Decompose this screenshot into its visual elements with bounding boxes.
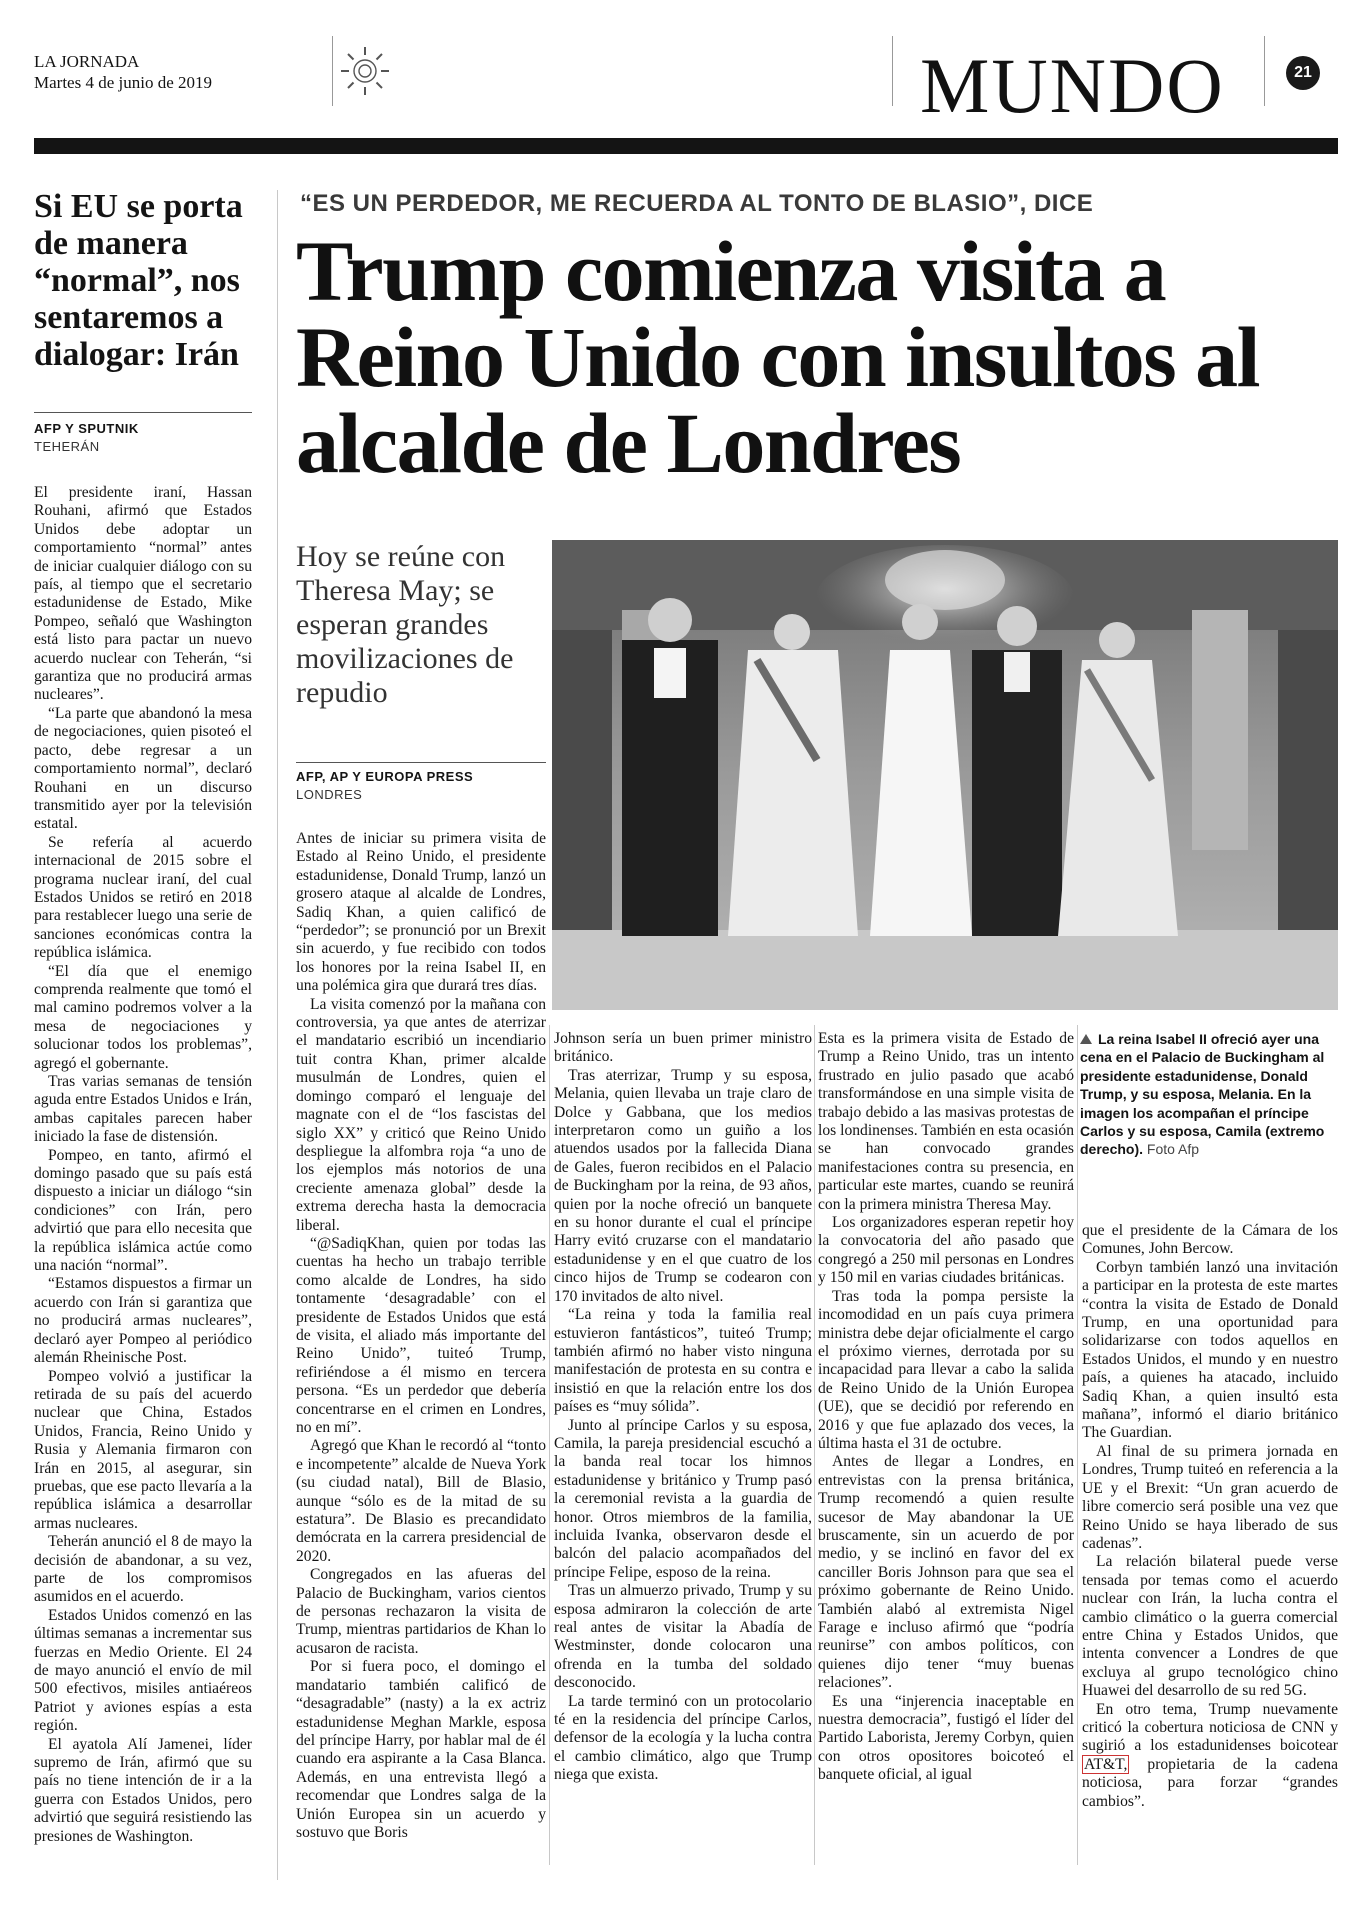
caption-credit: Foto Afp: [1146, 1141, 1200, 1158]
paragraph: Antes de llegar a Londres, en entrevistas con la prensa británica, Trump recomendó a quien resulte sucesor de May abandonar la UE bruscamente, sin un acuerdo de por medio, y se inclinó en favor del ex canciller Boris Johnson para que sea el próximo gobernante de Reino Unido. También alabó al extremista Nigel Farage e incluso afirmó que “podría reunirse” con ambos políticos, con quienes dijo tener “muy buenas relaciones”.: [818, 1453, 1074, 1692]
caption-pointer-icon: [1080, 1034, 1092, 1044]
paragraph: El ayatola Alí Jamenei, líder supremo de Irán, afirmó que su país no tiene intención de ir a la guerra con Estados Unidos, pero advirtió que seguirá resistiendo las presiones de Washington.: [34, 1735, 252, 1845]
paragraph: Pompeo, en tanto, afirmó el domingo pasado que su país está dispuesto a iniciar un diálogo “sin condiciones” con Irán, pero advirtió que para ello necesita que la república islámica actúe como una nación “normal”.: [34, 1146, 252, 1275]
article-dateline: LONDRES: [296, 787, 363, 802]
paragraph: “La reina y toda la familia real estuvieron fantásticos”, tuiteó Trump; también afirmó no haber visto ninguna manifestación de protesta en su contra e insistió en que la relación entre los dos países es “muy sólida”.: [554, 1306, 812, 1416]
text-run: En otro tema, Trump nuevamente criticó la cobertura noticiosa de CNN y sugirió a los estadunidenses boicotear: [1082, 1700, 1338, 1755]
paragraph: Tras aterrizar, Trump y su esposa, Melania, quien llevaba un traje claro de Dolce y Gabbana, que los medios interpretaron como un guiño a los atuendos usados por la fallecida Diana de Gales, fueron recibidos en el Palacio de Buckingham por la reina, de 93 años, quien por la noche ofreció un banquete en su honor durante el cual el príncipe Harry evitó cruzarse con el mandatario estadunidense y en el que cuatro de los cinco hijos de Trump se codearon con 170 invitados de alto nivel.: [554, 1066, 812, 1305]
deck-separator: [296, 762, 546, 763]
state-banquet-photo: [552, 540, 1338, 1010]
article-column-2: [554, 1030, 812, 1785]
paragraph: Antes de iniciar su primera visita de Estado al Reino Unido, el presidente estadunidense, Donald Trump, lanzó un grosero ataque al alcalde de Londres, Sadiq Khan, a quien calificó de “perdedor”; se pronunció por un Brexit sin acuerdo, y fue recibido con todos los honores por la reina Isabel II, en una polémica gira que durará tres días.: [296, 830, 546, 995]
article-deck: Hoy se reúne con Theresa May; se esperan grandes movilizaciones de repudio: [296, 540, 514, 709]
paragraph: Es una “injerencia inaceptable en nuestra democracia”, fustigó el líder del Partido Laborista, Jeremy Corbyn, quien con otros opositores boicoteó el banquete oficial, al igual: [818, 1692, 1074, 1784]
newspaper-name: LA JORNADA: [34, 52, 140, 71]
header-divider: [892, 36, 893, 106]
paragraph: Pompeo volvió a justificar la retirada de su país del acuerdo nuclear que China, Estados Unidos, Francia, Reino Unido y Rusia y Alemania firmaron con Irán en 2015, al asegurar, sin pruebas, que ese pacto llevaría a la república islámica a desarrollar armas nucleares.: [34, 1367, 252, 1532]
masthead-info: [34, 51, 212, 93]
sun-logo-icon: [338, 44, 392, 98]
article-column-3: [818, 1030, 1074, 1785]
paragraph: Teherán anunció el 8 de mayo la decisión de abandonar, a su vez, parte de los compromisos asumidos en el acuerdo.: [34, 1533, 252, 1606]
att-link[interactable]: AT&T,: [1084, 1755, 1128, 1773]
paragraph: Tras un almuerzo privado, Trump y su esposa admiraron la colección de arte real antes de visitar la Abadía de Westminster, donde colocaron una ofrenda en la tumba del soldado desconocido.: [554, 1582, 812, 1692]
text-run: propietaria de la cadena noticiosa, para forzar “grandes cambios”.: [1082, 1755, 1338, 1810]
paragraph: Al final de su primera jornada en Londres, Trump tuiteó en referencia a la UE y el Brexit: “Un gran acuerdo de libre comercio será posible una vez que Reino Unido se haya liberado de sus cadenas”.: [1082, 1442, 1338, 1552]
paragraph: Tras toda la pompa persiste la incomodidad en un país cuya primera ministra debe dejar oficialmente el cargo el próximo viernes, derrotada por su incapacidad para llevar a cabo la salida de Reino Unido de la Unión Europea (UE), que se decidió por referendo en 2016 y que fue aplazado dos veces, la última hasta el 31 de octubre.: [818, 1287, 1074, 1452]
paragraph: “El día que el enemigo comprenda realmente que tomó el mal camino podremos volver a la mesa de negociaciones y solucionar todos los problemas”, agregó el gobernante.: [34, 962, 252, 1072]
column-divider: [549, 1025, 550, 1865]
paragraph: “@SadiqKhan, quien por todas las cuentas ha hecho un trabajo terrible como alcalde de Londres, ha sido tontamente ‘desagradable’ con el presidente de Estados Unidos que está de visita, el aliado más importante del Reino Unido”, tuiteó Trump, refiriéndose a él mismo en tercera persona. “Es un perdedor que debería concentrarse en el crimen en Londres, no en mí”.: [296, 1234, 546, 1436]
header-divider: [1264, 36, 1265, 106]
paragraph: [1082, 1701, 1338, 1811]
column-divider: [814, 1025, 815, 1865]
paragraph: Corbyn también lanzó una invitación a participar en la protesta de este martes “contra la visita de Estado de Donald Trump, en una oportunidad para solidarizarse con todos aquellos en Estados Unidos, el mundo y en nuestro país, a quienes ha atacado, incluido Sadiq Khan, a quien insultó esta mañana”, informó el diario británico The Guardian.: [1082, 1258, 1338, 1442]
paragraph: Agregó que Khan le recordó al “tonto e incompetente” alcalde de Nueva York (su ciudad natal), Bill de Blasio, aunque “sólo es de la mitad de su estatura”. De Blasio es precandidato demócrata en la carrera presidencial de 2020.: [296, 1437, 546, 1565]
paragraph: La relación bilateral puede verse tensada por temas como el acuerdo nuclear con Irán, la lucha contra el cambio climático o la guerra comercial entre China y Estados Unidos, que intenta convencer a Londres de que excluya al grupo tecnológico chino Huawei del desarrollo de su red 5G.: [1082, 1553, 1338, 1700]
article-credit: AFP, AP Y EUROPA PRESS: [296, 769, 474, 784]
paragraph: Los organizadores esperan repetir hoy la convocatoria del año pasado que congregó a 250 mil personas en Londres y 150 mil en varias ciudades británicas.: [818, 1214, 1074, 1287]
sidebar-headline: Si EU se porta de manera “normal”, nos sentaremos a dialogar: Irán: [34, 188, 243, 373]
paragraph: Johnson sería un buen primer ministro británico.: [554, 1030, 812, 1066]
header-divider: [332, 36, 333, 106]
paragraph: Tras varias semanas de tensión aguda entre Estados Unidos e Irán, ambas capitales parecen haber iniciado la fase de distensión.: [34, 1073, 252, 1146]
article-kicker: “ES UN PERDEDOR, ME RECUERDA AL TONTO DE BLASIO”, DICE: [300, 190, 1094, 217]
sidebar-separator: [34, 412, 252, 413]
photo-caption: [1080, 1030, 1338, 1159]
caption-text: La reina Isabel II ofreció ayer una cena en el Palacio de Buckingham al presidente estadunidense, Donald Trump, y su esposa, Melania. En la imagen los acompañan el príncipe Carlos y su esposa, Camila (extremo derecho).: [1080, 1031, 1325, 1158]
page-number-badge: 21: [1286, 56, 1320, 90]
paragraph: La tarde terminó con un protocolario té en la residencia del príncipe Carlos, defensor de la ecología y la lucha contra el cambio climático, algo que Trump niega que exista.: [554, 1692, 812, 1784]
paragraph: Congregados en las afueras del Palacio de Buckingham, varios cientos de personas rechazaron la visita de Trump, mientras partidarios de Khan lo acusaron de racista.: [296, 1566, 546, 1657]
paragraph: Junto al príncipe Carlos y su esposa, Camila, la pareja presidencial escuchó a la banda real tocar los himnos estadunidense y británico y Trump pasó la ceremonial revista a la guardia de honor. Otros miembros de la familia, incluida Ivanka, observaron desde el balcón del palacio acompañados del príncipe Felipe, esposo de la reina.: [554, 1416, 812, 1581]
paragraph: Por si fuera poco, el domingo el mandatario también calificó de “desagradable” (nasty) a la ex actriz estadunidense Meghan Markle, esposa del príncipe Harry, por hablar mal de él cuando era aspirante a la Casa Blanca. Además, en una entrevista llegó a recomendar que Londres salga de la Unión Europea sin un acuerdo y sostuvo que Boris: [296, 1658, 546, 1841]
column-divider: [277, 190, 278, 1880]
section-title: MUNDO: [920, 42, 1225, 129]
issue-date: Martes 4 de junio de 2019: [34, 73, 212, 92]
article-column-1: [296, 830, 546, 1842]
paragraph: La visita comenzó por la mañana con controversia, ya que antes de aterrizar el mandatario escribió un incendiario tuit contra Khan, primer alcalde musulmán de Londres, quien el domingo comparó el lenguaje del magnate con el de “los fascistas del siglo XX” y criticó que Reino Unido despliegue la alfombra roja “a uno de los ejemplos más notorios de una creciente amenaza global” desde la extrema derecha hasta la democracia liberal.: [296, 995, 546, 1234]
paragraph: Se refería al acuerdo internacional de 2015 sobre el programa nuclear iraní, del cual Estados Unidos se retiró en 2018 para restablecer luego una serie de sanciones económicas contra la república islámica.: [34, 833, 252, 962]
paragraph: “La parte que abandonó la mesa de negociaciones, quien pisoteó el pacto, debe regresar a un comportamiento normal”, declaró Rouhani en un discurso transmitido ayer por la televisión estatal.: [34, 704, 252, 833]
paragraph: El presidente iraní, Hassan Rouhani, afirmó que Estados Unidos debe adoptar un comportamiento “normal” antes de iniciar cualquier diálogo con su país, al tiempo que el secretario estadunidense de Estado, Mike Pompeo, señaló que Washington está listo para pactar un nuevo acuerdo nuclear con Teherán, “si garantiza que no producirá armas nucleares”.: [34, 484, 252, 704]
sidebar-dateline: TEHERÁN: [34, 439, 100, 454]
paragraph: “Estamos dispuestos a firmar un acuerdo con Irán si garantiza que no producirá armas nucleares”, declaró ayer Pompeo al periódico alemán Rheinische Post.: [34, 1275, 252, 1367]
sidebar-body: [34, 484, 252, 1846]
article-headline: Trump comienza visita a Reino Unido con insultos al alcalde de Londres: [296, 223, 1260, 491]
article-column-4: [1082, 1222, 1338, 1811]
paragraph: Estados Unidos comenzó en las últimas semanas a incrementar sus fuerzas en Medio Oriente. El 24 de mayo anunció el envío de mil 500 efectivos, misiles antiaéreos Patriot y aviones espías a esta región.: [34, 1606, 252, 1735]
sidebar-credit: AFP Y SPUTNIK: [34, 421, 139, 436]
column-divider: [1077, 1025, 1078, 1865]
header-rule: [34, 138, 1338, 154]
paragraph: Esta es la primera visita de Estado de Trump a Reino Unido, tras un intento frustrado en julio pasado que acabó transformándose en una simple visita de trabajo debido a las masivas protestas de los londinenses. También en esta ocasión se han convocado grandes manifestaciones contra su presencia, en particular este martes, cuando se reunirá con la primera ministra Theresa May.: [818, 1030, 1074, 1213]
paragraph: que el presidente de la Cámara de los Comunes, John Bercow.: [1082, 1222, 1338, 1258]
